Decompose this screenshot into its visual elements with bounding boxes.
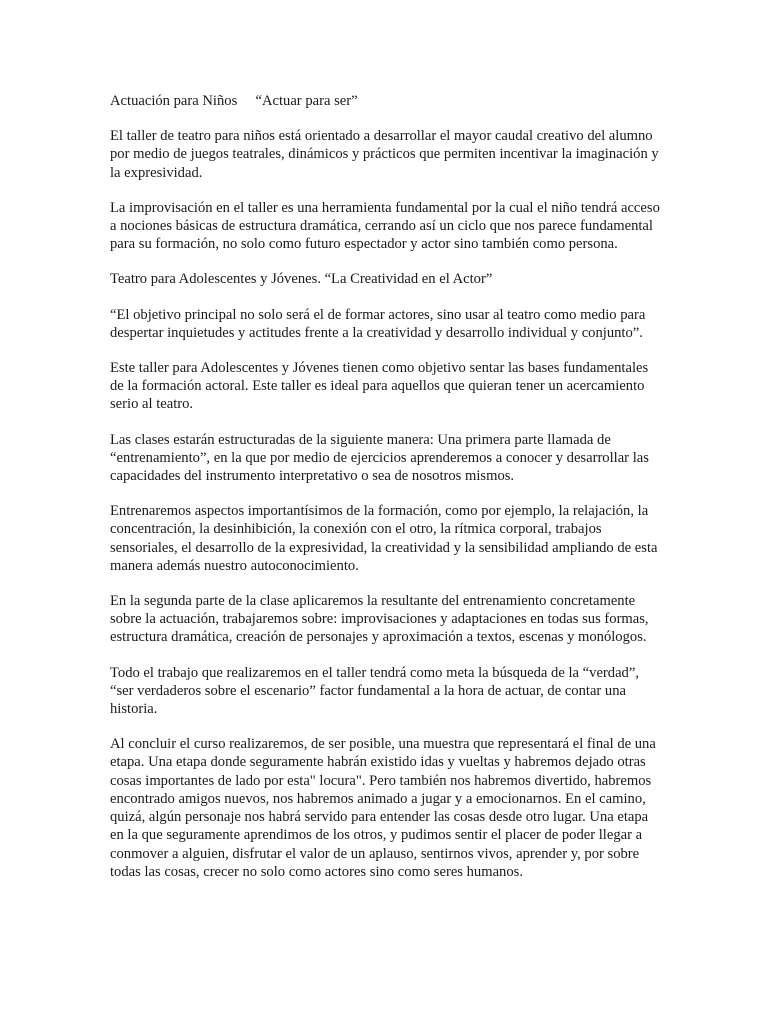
paragraph-taller-adolescentes: Este taller para Adolescentes y Jóvenes tienen como objetivo sentar las bases fundamentales de la formación actoral. Este taller es ideal para aquellos que quieran tener un acercamiento serio al teatro. [110, 360, 649, 413]
paragraph-estructura-clases: Las clases estarán estructuradas de la siguiente manera: Una primera parte llamada de “entrenamiento”, en la que por medio de ejercicios aprenderemos a conocer y desarrollar las capacidades del instrumento interpretativo o sea de nosotros mismos. [110, 431, 649, 485]
paragraph-segunda-parte: En la segunda parte de la clase aplicaremos la resultante del entrenamiento concretamente sobre la actuación, trabajaremos sobre: improvisaciones y adaptaciones en todas sus formas, estructura dramática, creación de personajes y aproximación a textos, escenas y monólogos. [110, 593, 649, 646]
section-title-adolescentes: Teatro para Adolescentes y Jóvenes. “La Creatividad en el Actor” [110, 271, 493, 288]
paragraph-verdad: Todo el trabajo que realizaremos en el taller tendrá como meta la búsqueda de la “verdad”, “ser verdaderos sobre el escenario” factor fundamental a la hora de actuar, de contar una historia. [110, 664, 639, 718]
paragraph-objetivo: “El objetivo principal no solo será el de formar actores, sino usar al teatro como medio para despertar inquietudes y actitudes frente a la creatividad y desarrollo individual y conjunto”. [110, 306, 646, 341]
paragraph-entrenamiento: Entrenaremos aspectos importantísimos de la formación, como por ejemplo, la relajación, la concentración, la desinhibición, la conexión con el otro, la rítmica corporal, trabajos sensoriales, el desarrollo de la expresividad, la creatividad y la sensibilidad ampliando de esta manera además nuestro autoconocimiento. [110, 503, 658, 574]
section-title-ninos: Actuación para Niños “Actuar para ser” [110, 93, 358, 109]
paragraph-improvisacion: La improvisación en el taller es una herramienta fundamental por la cual el niño tendrá acceso a nociones básicas de estructura dramática, cerrando así un ciclo que nos parece fundamental para su formación, no solo como futuro espectador y actor sino también como persona. [110, 199, 660, 253]
document-page [110, 92, 662, 898]
paragraph-intro-ninos: El taller de teatro para niños está orientado a desarrollar el mayor caudal creativo del alumno por medio de juegos teatrales, dinámicos y prácticos que permiten incentivar la imaginación y la expresividad. [110, 128, 659, 181]
paragraph-conclusion: Al concluir el curso realizaremos, de ser posible, una muestra que representará el final de una etapa. Una etapa donde seguramente habrán existido idas y vueltas y habremos dejado otras cosas importantes de lado por esta" locura". Pero también nos habremos divertido, habremos encontrado amigos nuevos, nos habremos animado a jugar y a emocionarnos. En el camino, quizá, algún personaje nos habrá servido para entender las cosas desde otro lugar. Una etapa en la que seguramente aprendimos de los otros, y pudimos sentir el placer de poder llegar a conmover a alguien, disfrutar el valor de un aplauso, sentirnos vivos, aprender y, por sobre todas las cosas, crecer no solo como actores sino como seres humanos. [110, 736, 656, 880]
